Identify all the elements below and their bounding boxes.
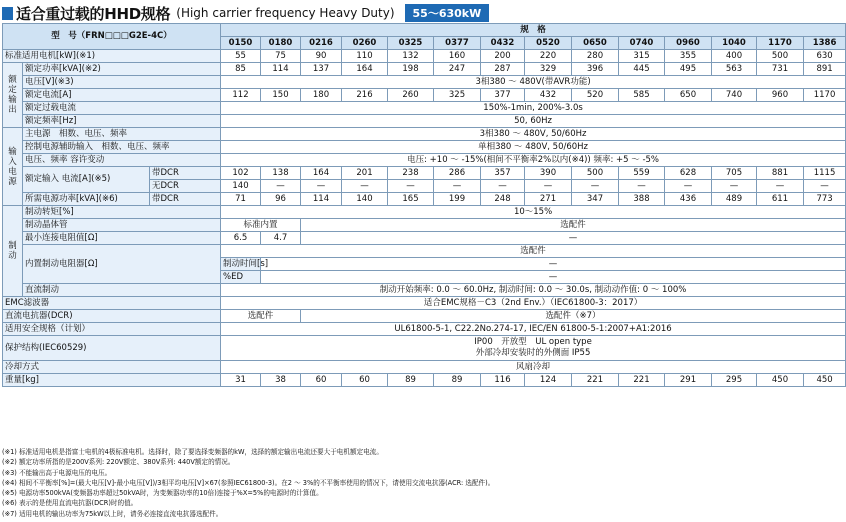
motor-cell-5: 160 (434, 50, 481, 63)
brake-time-label: 制动时间[s] (221, 258, 261, 271)
model-header-13: 1386 (804, 37, 846, 50)
model-header-0: 0150 (221, 37, 261, 50)
internal-resistor-label: 内置制动电阻器[Ω] (23, 245, 221, 284)
rated-input-without-cell-3: — (342, 180, 388, 193)
min-resistance-row (3, 232, 846, 245)
required-power-cell-9: 388 (619, 193, 665, 206)
motor-row (3, 50, 846, 63)
protection-value (221, 336, 846, 361)
overload-row (3, 102, 846, 115)
motor-cell-3: 110 (342, 50, 388, 63)
mass-cell-12: 450 (757, 374, 804, 387)
mass-cell-0: 31 (221, 374, 261, 387)
torque-value: 10～15% (221, 206, 846, 219)
kva-row (3, 63, 846, 76)
model-header-7: 0520 (525, 37, 572, 50)
model-header-10: 0960 (665, 37, 712, 50)
protection-label: 保护结构(IEC60529) (3, 336, 221, 361)
footnote-4: (※4) 相间不平衡率[%]=(最大电压[V]-最小电压[V])/3相平均电压[V]×67(参照IEC61800-3)。在2 ～ 3%的不平衡率使用的情况下，请使用交流电抗器(ACR: 选配件)。 (2, 478, 495, 487)
voltage-value: 3相380 ～ 480V(带AVR功能) (221, 76, 846, 89)
motor-cell-11: 400 (712, 50, 757, 63)
min-resistance-label: 最小连接电阻值[Ω] (23, 232, 221, 245)
current-cell-3: 216 (342, 89, 388, 102)
kva-cell-2: 137 (301, 63, 342, 76)
group-brake: 制动 (3, 206, 23, 297)
required-power-cell-8: 347 (572, 193, 619, 206)
kva-cell-1: 114 (261, 63, 301, 76)
transistor-label: 制动晶体管 (23, 219, 221, 232)
model-header-1: 0180 (261, 37, 301, 50)
protection-row (3, 336, 846, 361)
brake-time-dash: — (261, 258, 846, 271)
required-power-cell-4: 165 (388, 193, 434, 206)
rated-input-without-cell-10: — (665, 180, 712, 193)
aux-power-label: 控制电源辅助输入 相数、电压、频率 (23, 141, 221, 154)
motor-cell-8: 280 (572, 50, 619, 63)
ed-label: %ED (221, 271, 261, 284)
motor-cell-2: 90 (301, 50, 342, 63)
rated-input-with-cell-9: 559 (619, 167, 665, 180)
header-square-icon (2, 7, 13, 20)
rated-input-with-cell-12: 881 (757, 167, 804, 180)
rated-input-label: 额定输入 电流[A](※5) (23, 167, 150, 193)
ed-dash: — (261, 271, 846, 284)
kva-cell-0: 85 (221, 63, 261, 76)
kva-cell-8: 396 (572, 63, 619, 76)
min-resistance-0180: 4.7 (261, 232, 301, 245)
rated-input-with-cell-6: 357 (481, 167, 525, 180)
rated-input-without-cell-13: — (804, 180, 846, 193)
page-title: 适合重过载的HHD规格 (16, 4, 171, 23)
overload-label: 额定过载电流 (23, 102, 221, 115)
mass-cell-8: 221 (572, 374, 619, 387)
model-header-2: 0216 (301, 37, 342, 50)
required-power-label: 所需电源功率[kVA](※6) (23, 193, 150, 206)
current-cell-9: 585 (619, 89, 665, 102)
required-power-cell-10: 436 (665, 193, 712, 206)
rated-input-without-cell-5: — (434, 180, 481, 193)
cooling-value: 风扇冷却 (221, 361, 846, 374)
kva-cell-9: 445 (619, 63, 665, 76)
header-row-1 (3, 24, 846, 37)
voltage-label: 电压[V](※3) (23, 76, 221, 89)
rated-input-with-cell-2: 164 (301, 167, 342, 180)
dc-brake-value: 制动开始频率: 0.0 ～ 60.0Hz, 制动时间: 0.0 ～ 30.0s, 制动动作值: 0 ～ 100% (221, 284, 846, 297)
current-cell-4: 260 (388, 89, 434, 102)
aux-power-value: 单相380 ～ 480V, 50/60Hz (221, 141, 846, 154)
emc-label: EMC滤波器 (3, 297, 221, 310)
required-power-cell-7: 271 (525, 193, 572, 206)
safety-label: 适用安全规格（计划） (3, 323, 221, 336)
transistor-option: 选配件 (301, 219, 846, 232)
frequency-value: 50, 60Hz (221, 115, 846, 128)
min-resistance-0150: 6.5 (221, 232, 261, 245)
dcr-row (3, 310, 846, 323)
dc-brake-row (3, 284, 846, 297)
model-header-3: 0260 (342, 37, 388, 50)
required-power-cell-6: 248 (481, 193, 525, 206)
rated-input-without-cell-6: — (481, 180, 525, 193)
kva-cell-6: 287 (481, 63, 525, 76)
rated-input-with-cell-4: 238 (388, 167, 434, 180)
kva-cell-7: 329 (525, 63, 572, 76)
emc-value: 适合EMC规格－C3（2nd Env.）（IEC61800-3：2017） (221, 297, 846, 310)
current-cell-12: 960 (757, 89, 804, 102)
model-header-11: 1040 (712, 37, 757, 50)
mass-row (3, 374, 846, 387)
kva-cell-13: 891 (804, 63, 846, 76)
mass-cell-4: 89 (388, 374, 434, 387)
rated-input-without-cell-7: — (525, 180, 572, 193)
required-power-cell-11: 489 (712, 193, 757, 206)
frequency-row (3, 115, 846, 128)
required-power-cell-12: 611 (757, 193, 804, 206)
kva-label: 额定功率[kVA](※2) (23, 63, 221, 76)
required-power-cell-2: 114 (301, 193, 342, 206)
torque-label: 制动转矩[%] (23, 206, 221, 219)
group-output: 额定输出 (3, 63, 23, 128)
current-cell-6: 377 (481, 89, 525, 102)
mass-cell-2: 60 (301, 374, 342, 387)
motor-label: 标准适用电机[kW](※1) (3, 50, 221, 63)
mass-cell-5: 89 (434, 374, 481, 387)
rated-input-without-cell-4: — (388, 180, 434, 193)
transistor-builtin: 标准内置 (221, 219, 301, 232)
motor-cell-9: 315 (619, 50, 665, 63)
group-input: 输入电源 (3, 128, 23, 206)
dcr-label: 直流电抗器(DCR) (3, 310, 221, 323)
current-cell-10: 650 (665, 89, 712, 102)
current-cell-7: 432 (525, 89, 572, 102)
power-range-badge: 55～630kW (405, 4, 490, 22)
motor-cell-7: 220 (525, 50, 572, 63)
rated-input-with-cell-1: 138 (261, 167, 301, 180)
mass-label: 重量[kg] (3, 374, 221, 387)
motor-cell-6: 200 (481, 50, 525, 63)
footnote-1: (※1) 标准适用电机是指富士电机的4极标准电机。选择时，除了要选择变频器的kW，选择的额定输出电流还要大于电机额定电流。 (2, 448, 383, 456)
rated-input-with-cell-13: 1115 (804, 167, 846, 180)
model-header-12: 1170 (757, 37, 804, 50)
kva-cell-10: 495 (665, 63, 712, 76)
voltage-row (3, 76, 846, 89)
motor-cell-12: 500 (757, 50, 804, 63)
required-power-row (3, 193, 846, 206)
safety-row (3, 323, 846, 336)
current-cell-0: 112 (221, 89, 261, 102)
footnote-7: (※7) 适用电机的输出功率为75kW以上时，请务必连接直流电抗器选配件。 (2, 509, 223, 518)
variation-row (3, 154, 846, 167)
mass-cell-11: 295 (712, 374, 757, 387)
current-cell-1: 150 (261, 89, 301, 102)
current-cell-11: 740 (712, 89, 757, 102)
rated-input-with-cell-11: 705 (712, 167, 757, 180)
current-cell-2: 180 (301, 89, 342, 102)
page-subtitle: (High carrier frequency Heavy Duty) (176, 6, 395, 20)
footnote-5: (※5) 电源功率500kVA(变频器功率超过50kVA时，为变频器功率的10倍)连接于%X=5%的电源时的计算值。 (2, 489, 323, 498)
variation-value: 电压: +10 ～ -15%(相间不平衡率2%以内(※4)) 频率: +5 ～ -5% (221, 154, 846, 167)
required-power-cell-3: 140 (342, 193, 388, 206)
rated-input-without-cell-8: — (572, 180, 619, 193)
min-resistance-dash: — (301, 232, 846, 245)
motor-cell-1: 75 (261, 50, 301, 63)
aux-power-row (3, 141, 846, 154)
kva-cell-4: 198 (388, 63, 434, 76)
rated-input-with-cell-10: 628 (665, 167, 712, 180)
protection-line-2: 外部冷却安装时的外侧面 IP55 (475, 348, 591, 358)
variation-label: 电压、频率 容许变动 (23, 154, 221, 167)
rated-input-with-cell-5: 286 (434, 167, 481, 180)
rated-input-with-cell-0: 102 (221, 167, 261, 180)
footnote-2: (※2) 额定功率所指的是200V系列: 220V额定、380V系列: 440V额定的情况。 (2, 458, 235, 467)
current-cell-8: 520 (572, 89, 619, 102)
dcr-option-2: 选配件（※7） (301, 310, 846, 323)
model-header-9: 0740 (619, 37, 665, 50)
kva-cell-11: 563 (712, 63, 757, 76)
without-dcr-label: 无DCR (150, 180, 221, 193)
mass-cell-9: 221 (619, 374, 665, 387)
model-header-5: 0377 (434, 37, 481, 50)
rated-input-without-cell-2: — (301, 180, 342, 193)
required-power-cell-1: 96 (261, 193, 301, 206)
with-dcr-label: 带DCR (150, 167, 221, 180)
dcr-option-1: 选配件 (221, 310, 301, 323)
page-header (2, 3, 489, 23)
kva-cell-3: 164 (342, 63, 388, 76)
overload-value: 150%-1min, 200%-3.0s (221, 102, 846, 115)
main-power-row (3, 128, 846, 141)
model-header-8: 0650 (572, 37, 619, 50)
frequency-label: 额定频率[Hz] (23, 115, 221, 128)
motor-cell-10: 355 (665, 50, 712, 63)
current-label: 额定电流[A] (23, 89, 221, 102)
rated-input-with-cell-8: 500 (572, 167, 619, 180)
emc-row (3, 297, 846, 310)
rated-input-with-cell-3: 201 (342, 167, 388, 180)
main-power-label: 主电源 相数、电压、频率 (23, 128, 221, 141)
spec-label: 规 格 (221, 24, 846, 37)
required-power-cell-13: 773 (804, 193, 846, 206)
internal-resistor-row (3, 245, 846, 258)
rated-input-without-cell-12: — (757, 180, 804, 193)
required-power-cell-5: 199 (434, 193, 481, 206)
current-cell-13: 1170 (804, 89, 846, 102)
kva-cell-12: 731 (757, 63, 804, 76)
with-dcr-label-2: 带DCR (150, 193, 221, 206)
safety-value: UL61800-5-1, C22.2No.274-17, IEC/EN 61800-5-1:2007+A1:2016 (221, 323, 846, 336)
transistor-row (3, 219, 846, 232)
footnote-3: (※3) 不能输出高于电源电压的电压。 (2, 468, 112, 477)
dc-brake-label: 直流制动 (23, 284, 221, 297)
kva-cell-5: 247 (434, 63, 481, 76)
rated-input-without-cell-9: — (619, 180, 665, 193)
protection-line-1: IP00 开放型 UL open type (474, 337, 592, 347)
motor-cell-13: 630 (804, 50, 846, 63)
main-power-value: 3相380 ～ 480V, 50/60Hz (221, 128, 846, 141)
cooling-row (3, 361, 846, 374)
footnotes (2, 447, 494, 519)
model-header-4: 0325 (388, 37, 434, 50)
type-label: 型 号（FRN□□□G2E-4C） (3, 24, 221, 50)
torque-row (3, 206, 846, 219)
current-cell-5: 325 (434, 89, 481, 102)
mass-cell-7: 124 (525, 374, 572, 387)
required-power-cell-0: 71 (221, 193, 261, 206)
spec-table (2, 23, 846, 387)
mass-cell-10: 291 (665, 374, 712, 387)
rated-input-without-cell-0: 140 (221, 180, 261, 193)
current-row (3, 89, 846, 102)
rated-input-dcr-row (3, 167, 846, 180)
model-header-6: 0432 (481, 37, 525, 50)
internal-resistor-option: 选配件 (221, 245, 846, 258)
mass-cell-6: 116 (481, 374, 525, 387)
footnote-6: (※6) 表示的是使用直流电抗器(DCR)时的值。 (2, 499, 138, 508)
rated-input-without-cell-1: — (261, 180, 301, 193)
rated-input-with-cell-7: 390 (525, 167, 572, 180)
rated-input-without-cell-11: — (712, 180, 757, 193)
motor-cell-4: 132 (388, 50, 434, 63)
mass-cell-3: 60 (342, 374, 388, 387)
motor-cell-0: 55 (221, 50, 261, 63)
mass-cell-13: 450 (804, 374, 846, 387)
cooling-label: 冷却方式 (3, 361, 221, 374)
mass-cell-1: 38 (261, 374, 301, 387)
